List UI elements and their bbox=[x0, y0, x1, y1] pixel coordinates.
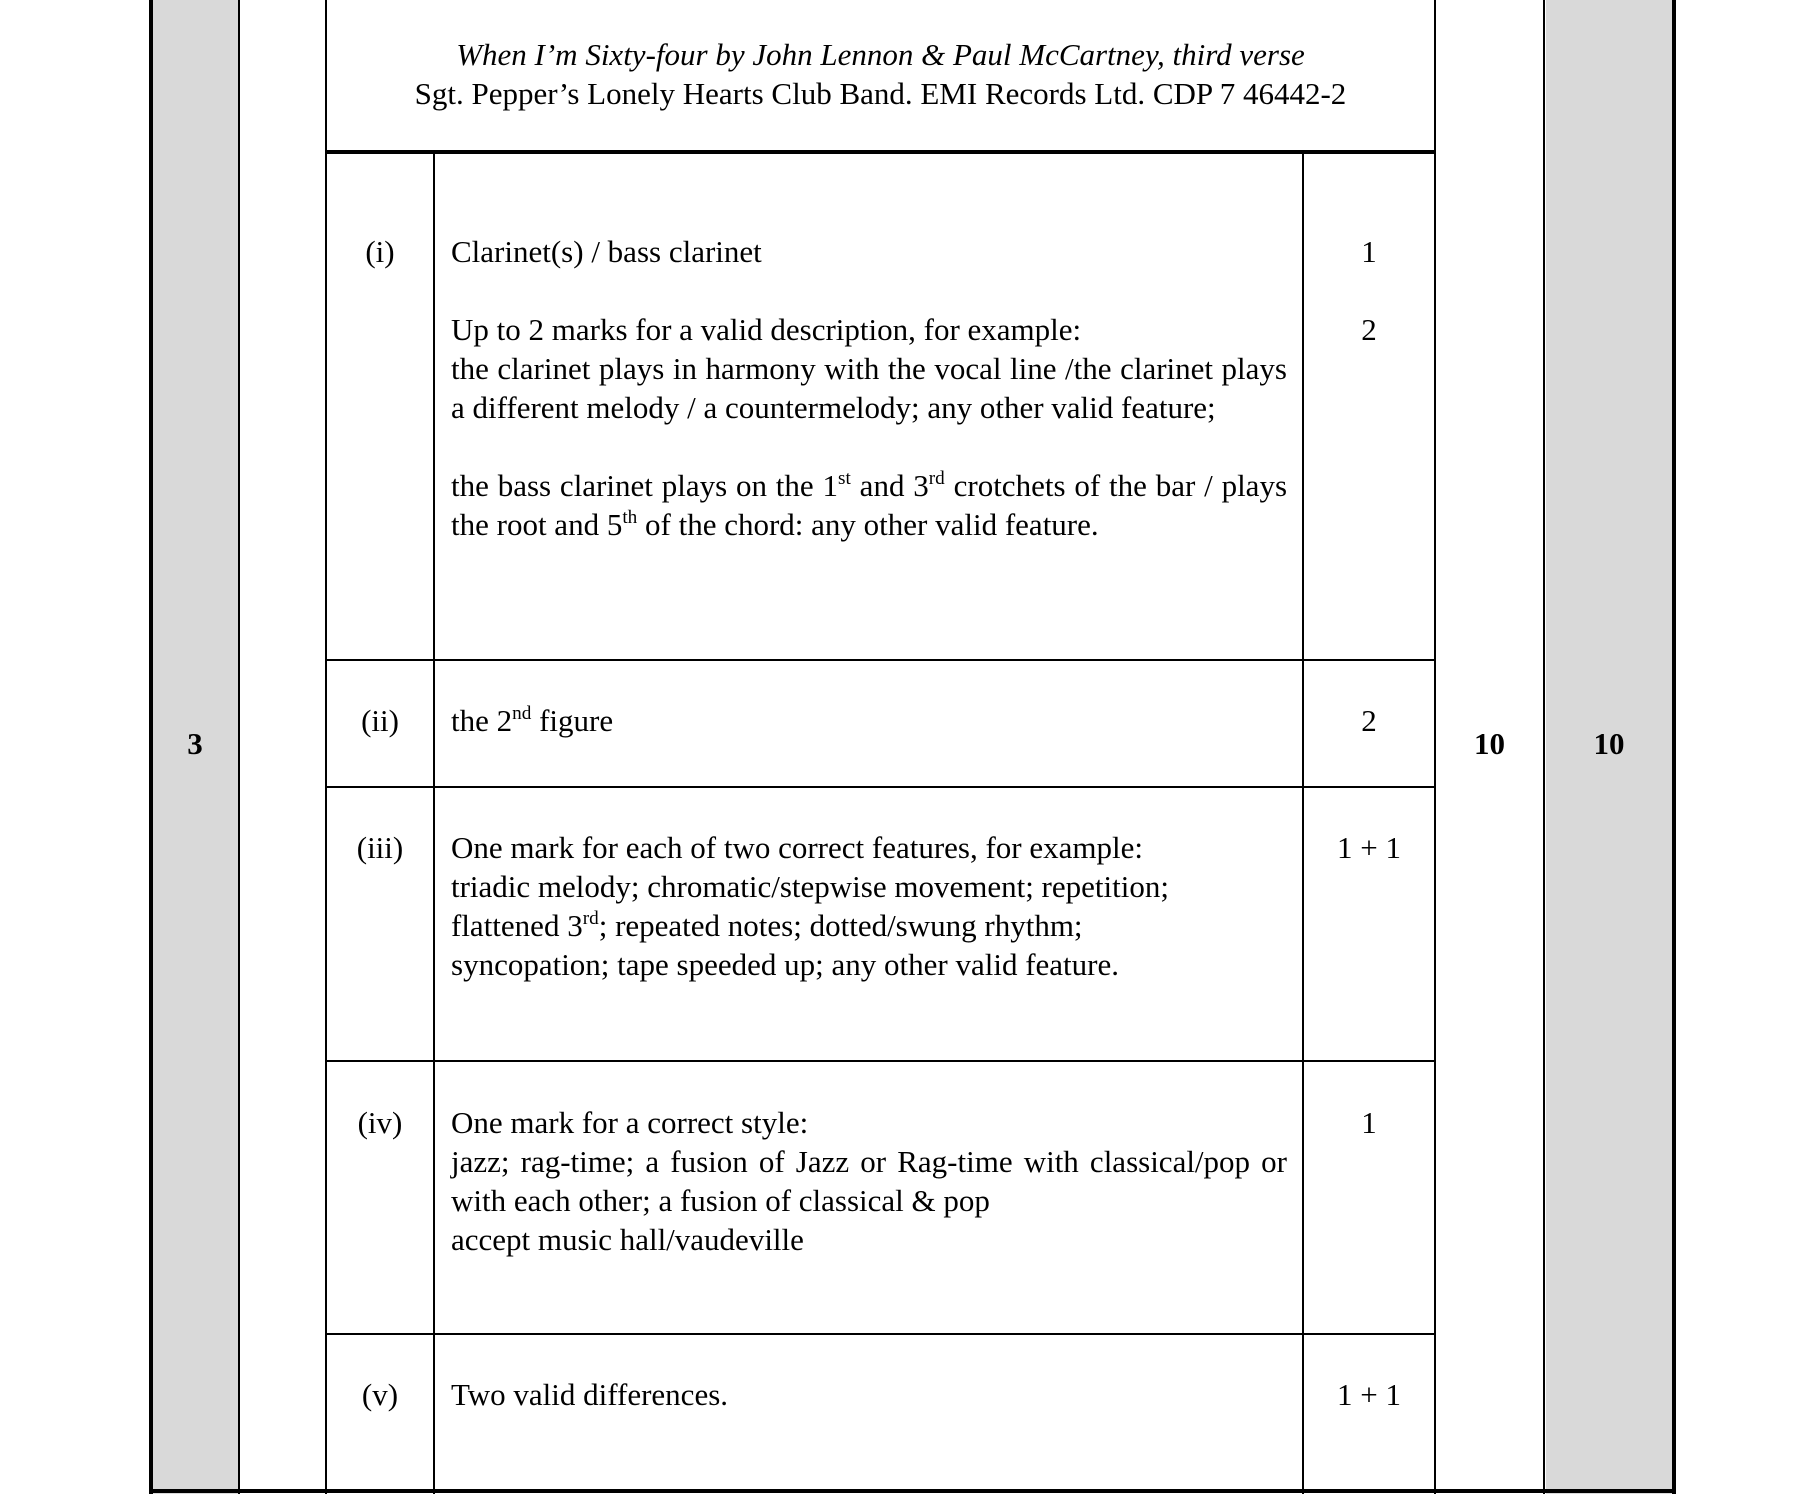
total-marks-a: 10 bbox=[1474, 726, 1505, 761]
answer-text bbox=[451, 828, 1287, 984]
column-divider bbox=[1543, 0, 1545, 1494]
answer-text bbox=[451, 1103, 1287, 1259]
row-divider bbox=[325, 786, 1436, 788]
column-divider bbox=[238, 0, 240, 1494]
song-title-line: When I’m Sixty-four by John Lennon & Paul McCartney, third verse bbox=[456, 37, 1305, 72]
answer-line: One mark for a correct style: bbox=[451, 1105, 809, 1140]
part-label: (v) bbox=[361, 1377, 399, 1412]
header-bottom-border bbox=[325, 150, 1436, 154]
question-number: 3 bbox=[187, 726, 203, 761]
album-line: Sgt. Pepper’s Lonely Hearts Club Band. EMI Records Ltd. CDP 7 46442-2 bbox=[414, 76, 1347, 111]
part-label: (iii) bbox=[356, 830, 404, 865]
source-header bbox=[327, 35, 1434, 113]
marks-value: 2 bbox=[1361, 703, 1377, 738]
inner-divider bbox=[1302, 152, 1304, 1494]
row-divider bbox=[325, 1060, 1436, 1062]
answer-line: One mark for each of two correct features, for example: bbox=[451, 830, 1143, 865]
answer-text: the 2nd figure bbox=[451, 703, 614, 738]
answer-paragraph: jazz; rag-time; a fusion of Jazz or Rag-time with classical/pop or with each other; a fusion of classical & pop bbox=[451, 1144, 1287, 1218]
answer-line: triadic melody; chromatic/stepwise movement; repetition; bbox=[451, 869, 1169, 904]
row-divider bbox=[325, 659, 1436, 661]
row-divider bbox=[325, 1333, 1436, 1335]
answer-line: Clarinet(s) / bass clarinet bbox=[451, 234, 762, 269]
marks-value: 1 bbox=[1361, 234, 1377, 269]
total-marks-b: 10 bbox=[1593, 726, 1625, 761]
answer-paragraph: the clarinet plays in harmony with the vocal line /the clarinet plays a different melody / a countermelody; any other valid feature; bbox=[451, 351, 1287, 425]
answer-text bbox=[451, 232, 1287, 544]
part-label: (iv) bbox=[357, 1105, 403, 1140]
answer-line: syncopation; tape speeded up; any other valid feature. bbox=[451, 947, 1119, 982]
answer-line: Up to 2 marks for a valid description, for example: bbox=[451, 312, 1082, 347]
inner-divider bbox=[433, 152, 435, 1494]
answer-text: Two valid differences. bbox=[451, 1377, 729, 1412]
column-divider bbox=[325, 0, 327, 1494]
part-label: (ii) bbox=[361, 703, 399, 738]
answer-line: accept music hall/vaudeville bbox=[451, 1222, 804, 1257]
marks-value: 1 + 1 bbox=[1337, 1377, 1401, 1412]
marks-value: 1 + 1 bbox=[1337, 830, 1401, 865]
marks-value: 2 bbox=[1361, 312, 1377, 347]
answer-line: flattened 3rd; repeated notes; dotted/swung rhythm; bbox=[451, 908, 1083, 943]
outer-right-border bbox=[1672, 0, 1676, 1494]
part-label: (i) bbox=[365, 234, 395, 269]
marks-value: 1 bbox=[1361, 1105, 1377, 1140]
table-bottom-border bbox=[149, 1489, 1676, 1493]
answer-paragraph: the bass clarinet plays on the 1st and 3rd crotchets of the bar / plays the root and 5th of the chord: any other valid feature. bbox=[451, 468, 1288, 542]
